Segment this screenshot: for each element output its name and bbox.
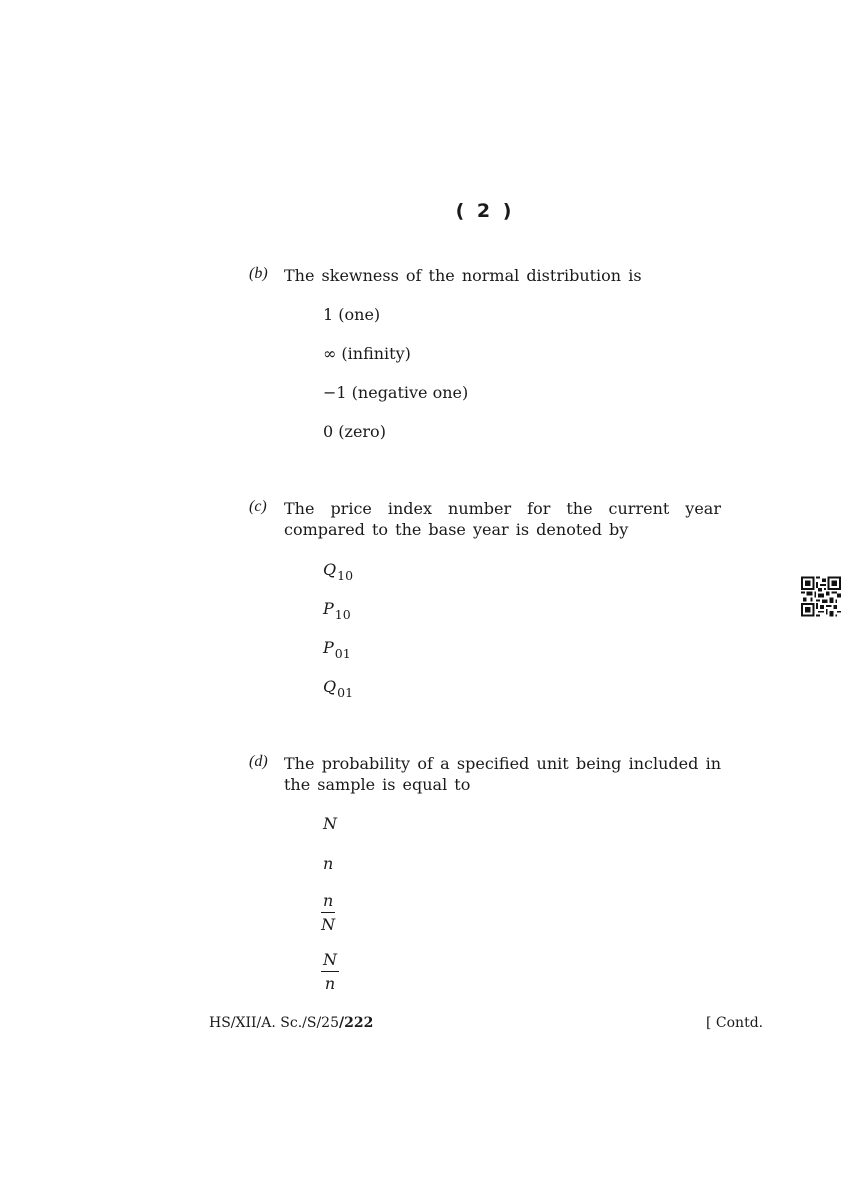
fraction-numerator: n bbox=[321, 891, 335, 913]
question-c bbox=[249, 498, 721, 700]
option-value bbox=[323, 638, 351, 661]
page-number: ( 2 ) bbox=[455, 200, 515, 222]
exam-code bbox=[209, 1015, 373, 1031]
option-value bbox=[323, 560, 354, 583]
question-text: The skewness of the normal distribution is bbox=[284, 266, 642, 285]
question-b bbox=[249, 265, 721, 441]
fraction-denominator: N bbox=[321, 915, 336, 934]
question-text: The probability of a specified unit being included in the sample is equal to bbox=[284, 754, 721, 794]
exam-code-number: /222 bbox=[339, 1015, 374, 1031]
fraction-denominator: n bbox=[324, 974, 336, 993]
question-d bbox=[249, 753, 721, 993]
continued-label: [ Contd. bbox=[706, 1015, 764, 1031]
question-text: The price index number for the current year compared to the base year is denoted by bbox=[284, 499, 721, 539]
question-label: (b) bbox=[249, 265, 268, 282]
option-value: N bbox=[323, 814, 337, 833]
option-value: −1 (negative one) bbox=[323, 383, 469, 402]
option-symbol: Q bbox=[323, 677, 337, 696]
option-value bbox=[323, 599, 351, 622]
option-value: n bbox=[323, 854, 334, 873]
fraction bbox=[321, 950, 339, 993]
question-label: (d) bbox=[249, 753, 268, 770]
qr-code-icon bbox=[801, 576, 841, 617]
fraction-numerator: N bbox=[321, 950, 339, 972]
exam-code-prefix: HS/XII/A. Sc./S/25 bbox=[209, 1015, 339, 1031]
option-symbol: P bbox=[323, 599, 334, 618]
option-subscript: 01 bbox=[337, 685, 354, 700]
question-label: (c) bbox=[249, 498, 267, 515]
option-symbol: Q bbox=[323, 560, 337, 579]
fraction bbox=[321, 891, 335, 934]
option-value: 0 (zero) bbox=[323, 422, 386, 441]
option-subscript: 10 bbox=[334, 607, 351, 622]
option-subscript: 01 bbox=[334, 646, 351, 661]
option-subscript: 10 bbox=[337, 568, 354, 583]
option-value bbox=[323, 677, 354, 700]
option-value: ∞ (infinity) bbox=[323, 344, 411, 363]
option-symbol: P bbox=[323, 638, 334, 657]
option-value: 1 (one) bbox=[323, 305, 381, 324]
